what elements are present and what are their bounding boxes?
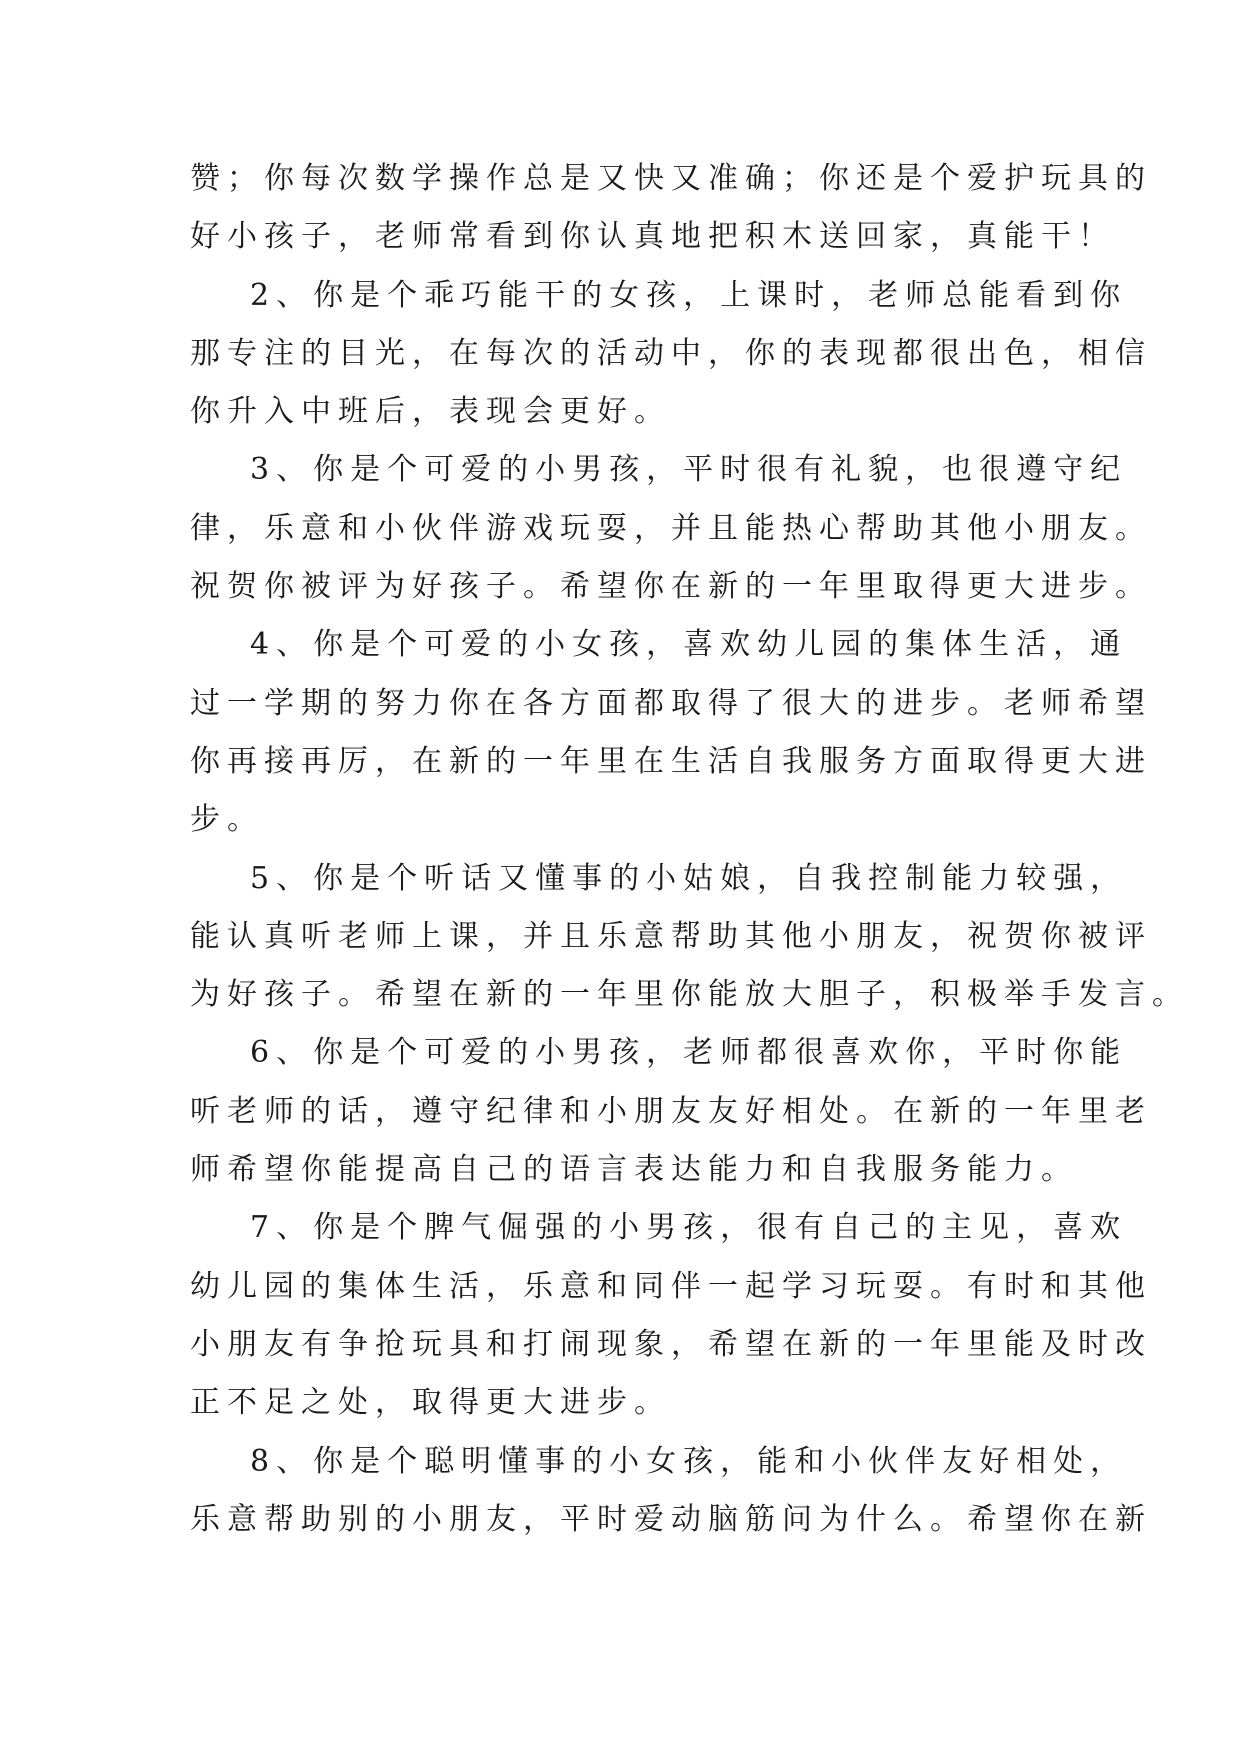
text-line: 正不足之处，取得更大进步。 (190, 1385, 671, 1421)
text-line: 那专注的目光，在每次的活动中，你的表现都很出色，相信 (190, 335, 1152, 371)
text-line: 乐意帮助别的小朋友，平时爱动脑筋问为什么。希望你在新 (190, 1501, 1152, 1537)
text-line: 听老师的话，遵守纪律和小朋友友好相处。在新的一年里老 (190, 1093, 1152, 1129)
text-line: 为好孩子。希望在新的一年里你能放大胆子，积极举手发言。 (190, 977, 1189, 1013)
document-body (190, 150, 1189, 1549)
paragraph-2-start: 2、你是个乖巧能干的女孩，上课时，老师总能看到你 (250, 277, 1128, 313)
text-line: 师希望你能提高自己的语言表达能力和自我服务能力。 (190, 1152, 1078, 1188)
paragraph-4-start: 4、你是个可爱的小女孩，喜欢幼儿园的集体生活，通 (250, 627, 1128, 663)
text-line: 祝贺你被评为好孩子。希望你在新的一年里取得更大进步。 (190, 569, 1152, 605)
paragraph-5-start: 5、你是个听话又懂事的小姑娘，自我控制能力较强， (250, 860, 1128, 896)
text-line: 能认真听老师上课，并且乐意帮助其他小朋友，祝贺你被评 (190, 918, 1152, 954)
text-line: 过一学期的努力你在各方面都取得了很大的进步。老师希望 (190, 685, 1152, 721)
text-line: 赞；你每次数学操作总是又快又准确；你还是个爱护玩具的 (190, 161, 1152, 196)
text-line: 你再接再厉，在新的一年里在生活自我服务方面取得更大进 (190, 743, 1152, 779)
text-line: 步。 (190, 802, 264, 838)
text-line: 好小孩子，老师常看到你认真地把积木送回家，真能干！ (190, 219, 1115, 255)
paragraph-8-start: 8、你是个聪明懂事的小女孩，能和小伙伴友好相处， (250, 1443, 1128, 1479)
text-line: 律，乐意和小伙伴游戏玩耍，并且能热心帮助其他小朋友。 (190, 510, 1152, 546)
text-line: 你升入中班后，表现会更好。 (190, 394, 671, 430)
text-line: 小朋友有争抢玩具和打闹现象，希望在新的一年里能及时改 (190, 1326, 1152, 1362)
paragraph-7-start: 7、你是个脾气倔强的小男孩，很有自己的主见，喜欢 (250, 1210, 1128, 1246)
paragraph-6-start: 6、你是个可爱的小男孩，老师都很喜欢你，平时你能 (250, 1035, 1128, 1071)
text-line: 幼儿园的集体生活，乐意和同伴一起学习玩耍。有时和其他 (190, 1268, 1152, 1304)
paragraph-3-start: 3、你是个可爱的小男孩，平时很有礼貌，也很遵守纪 (250, 452, 1128, 488)
